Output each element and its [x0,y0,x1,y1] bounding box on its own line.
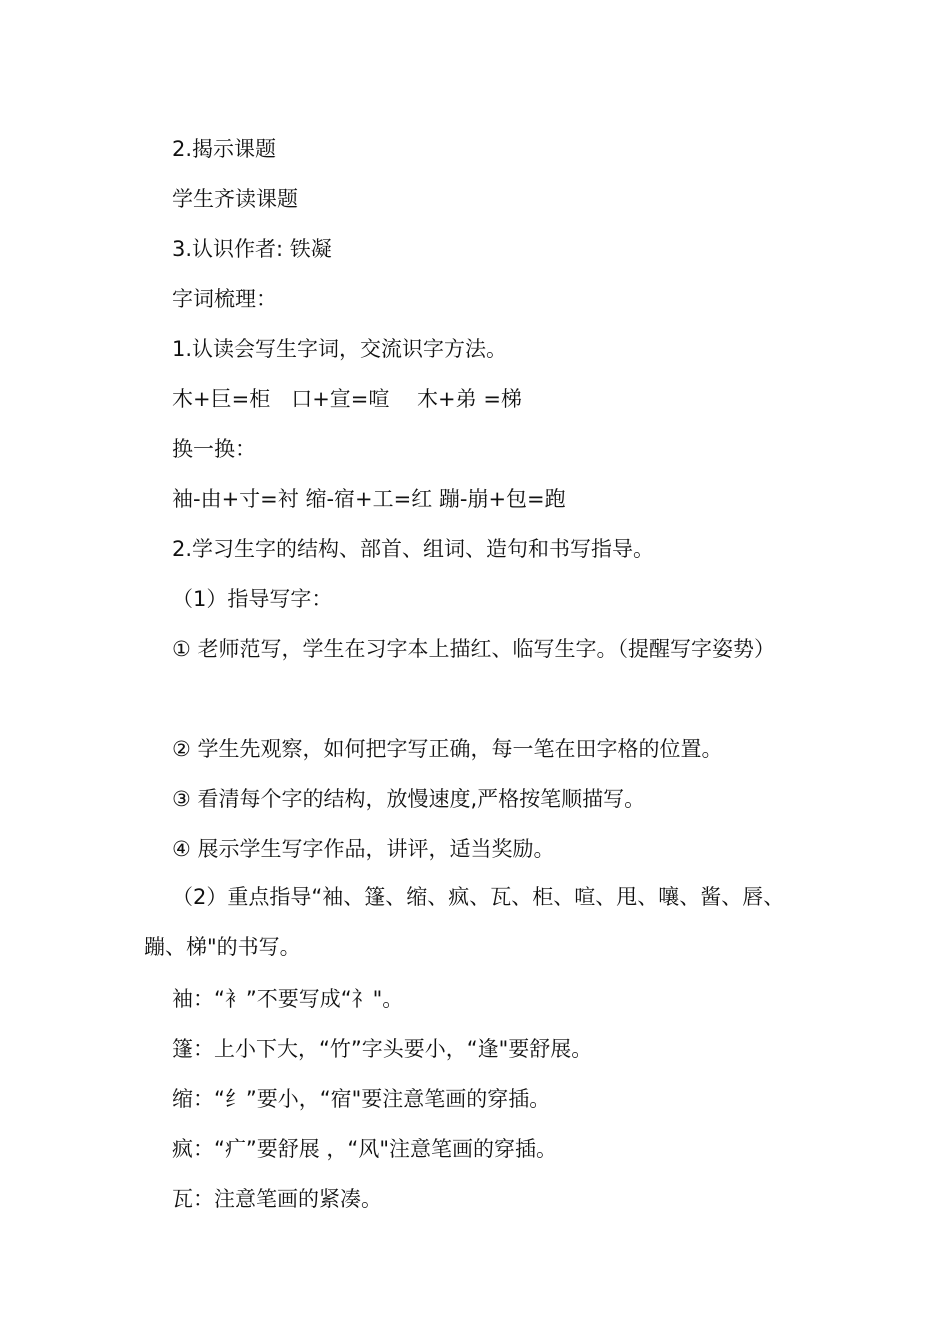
text-step-4: ④ 展示学生写字作品，讲评，适当奖励。 [172,837,555,861]
text-character-formula-1: 木+巨=柜 口+宣=喧 木+弟 =梯 [172,387,522,411]
text-read-topic: 学生齐读课题 [172,187,298,211]
text-character-formula-2: 袖-由+寸=衬 缩-宿+工=红 蹦-崩+包=跑 [172,487,566,511]
heading-writing-guidance: （1）指导写字： [172,587,333,611]
text-read-write: 1.认读会写生字词，交流识字方法。 [172,337,508,361]
text-step-3: ③ 看清每个字的结构，放慢速度,严格按笔顺描写。 [172,787,646,811]
text-key-guidance: （2）重点指导“袖、篷、缩、疯、瓦、柜、喧、甩、嚷、酱、唇、蹦、梯"的书写。 [144,885,785,959]
text-note-xiu: 袖：“衤”不要写成“礻"。 [172,987,404,1011]
text-step-2: ② 学生先观察，如何把字写正确，每一笔在田字格的位置。 [172,737,723,761]
text-note-suo: 缩：“纟”要小，“宿"要注意笔画的穿插。 [172,1087,551,1111]
text-note-feng: 疯：“疒”要舒展 ，“风"注意笔画的穿插。 [172,1137,557,1161]
text-step-1: ① 老师范写，学生在习字本上描红、临写生字。（提醒写字姿势） [172,637,775,661]
text-note-wa: 瓦：注意笔画的紧凑。 [172,1187,382,1211]
text-note-peng: 篷：上小下大，“竹”字头要小，“逢"要舒展。 [172,1037,593,1061]
text-structure-guidance: 2.学习生字的结构、部首、组词、造句和书写指导。 [172,537,655,561]
heading-vocabulary: 字词梳理： [172,287,277,311]
heading-swap: 换一换： [172,437,256,461]
heading-author: 3.认识作者: 铁凝 [172,237,332,261]
heading-reveal-topic: 2.揭示课题 [172,137,277,161]
